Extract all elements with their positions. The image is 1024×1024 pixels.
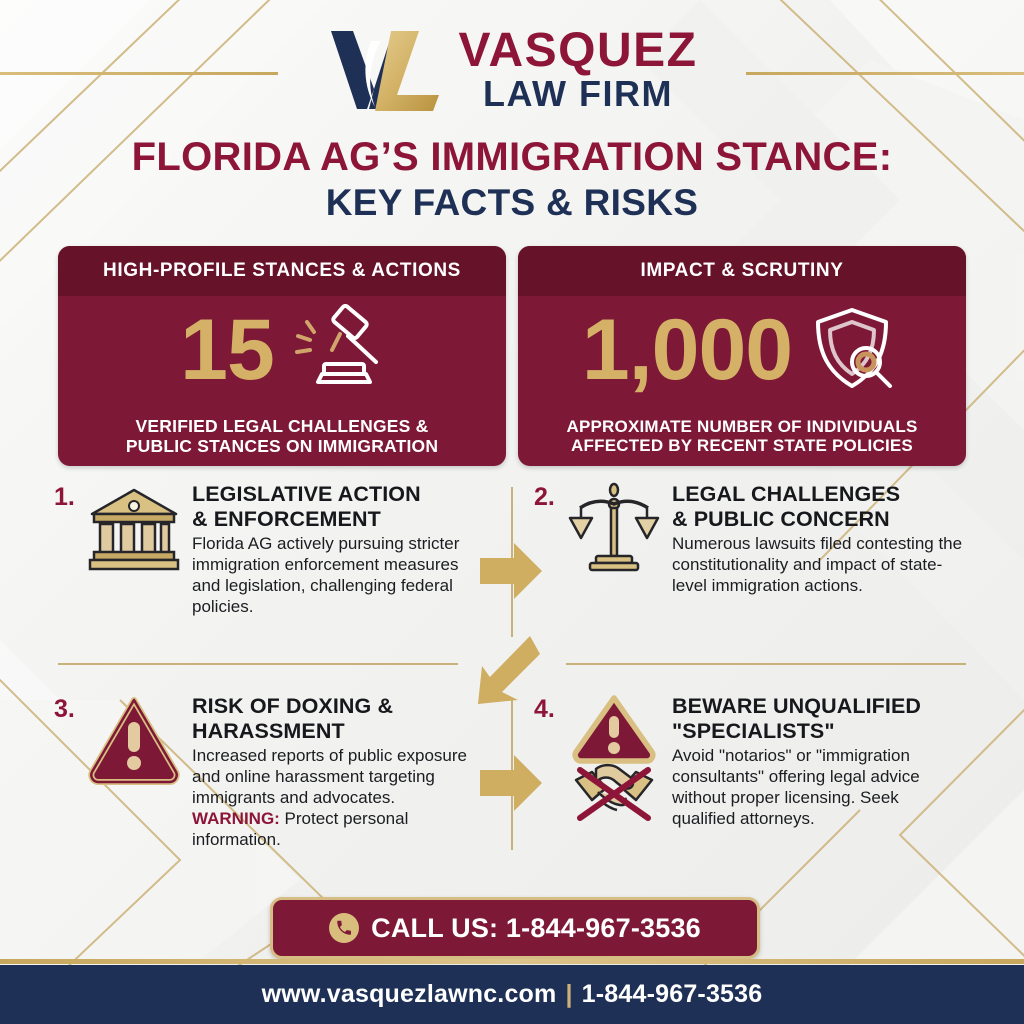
headline-line-1: FLORIDA AG’S IMMIGRATION STANCE:: [131, 135, 893, 179]
stat-card-impact: [518, 246, 966, 466]
item-title-line-1: LEGAL CHALLENGES: [672, 482, 901, 506]
call-us-label: CALL US: 1-844-967-3536: [371, 912, 701, 943]
stat-card-body: [518, 296, 966, 404]
stat-cards: [58, 246, 966, 466]
item-title-line-1: BEWARE UNQUALIFIED: [672, 694, 922, 718]
item-title: [672, 694, 964, 743]
gavel-icon: [288, 304, 384, 396]
key-point-2: [534, 482, 964, 597]
headline-line-2: KEY FACTS & RISKS: [325, 182, 699, 224]
brand-logo: [0, 22, 1024, 118]
item-title-line-1: LEGISLATIVE ACTION: [192, 482, 421, 506]
key-point-4: [534, 694, 964, 830]
key-points-grid: [50, 482, 974, 882]
logo-line-1: VASQUEZ: [458, 24, 698, 78]
stat-caption-line-1: VERIFIED LEGAL CHALLENGES &: [135, 415, 429, 436]
item-description: Numerous lawsuits filed contesting the constitutionality and impact of state-level immigration actions.: [672, 534, 963, 595]
stat-value: 15: [180, 302, 274, 398]
footer-top-rule: [0, 959, 1024, 964]
item-number: 1.: [54, 483, 75, 511]
shield-magnifier-icon: [806, 304, 902, 396]
item-description-before: Increased reports of public exposure and online harassment targeting immigrants and advocates.: [192, 746, 467, 807]
key-point-1: [54, 482, 484, 618]
logo-line-2: LAW FIRM: [483, 73, 673, 115]
page-title: [0, 136, 1024, 224]
item-title-line-2: & PUBLIC CONCERN: [672, 506, 890, 531]
item-description: Avoid "notarios" or "immigration consultants" offering legal advice without proper licensing. Seek qualified attorneys.: [672, 746, 920, 828]
item-title-line-2: "SPECIALISTS": [672, 718, 835, 743]
courthouse-icon: [88, 482, 180, 618]
item-title: [192, 482, 484, 531]
footer-phone[interactable]: 1-844-967-3536: [581, 980, 763, 1008]
footer-website[interactable]: www.vasquezlawnc.com: [261, 980, 557, 1008]
no-handshake-warning-icon: [568, 694, 660, 830]
item-number: 4.: [534, 695, 555, 723]
item-description-after: Protect personal information.: [192, 808, 409, 849]
vl-monogram-icon: [327, 27, 445, 113]
item-title: [672, 482, 964, 531]
stat-caption-line-2: AFFECTED BY RECENT STATE POLICIES: [571, 436, 913, 456]
stat-card-header: [518, 246, 966, 296]
item-number: 3.: [54, 695, 75, 723]
key-point-3: [54, 694, 484, 851]
footer-bar: [0, 965, 1024, 1024]
item-description: Florida AG actively pursuing stricter immigration enforcement measures and legislation, challenging federal policies.: [192, 534, 460, 616]
item-title-line-2: HARASSMENT: [192, 718, 345, 743]
stat-card-body: [58, 296, 506, 404]
item-title-line-1: RISK OF DOXING &: [192, 694, 394, 718]
item-title: [192, 694, 484, 743]
stat-caption: [68, 416, 496, 456]
stat-caption-line-1: APPROXIMATE NUMBER OF INDIVIDUALS: [566, 416, 918, 436]
footer-separator: |: [565, 980, 573, 1008]
phone-icon: [329, 913, 359, 943]
stat-caption-line-2: PUBLIC STANCES ON IMMIGRATION: [125, 435, 439, 456]
item-warning-label: WARNING:: [192, 808, 280, 828]
stat-header-label: HIGH-PROFILE STANCES & ACTIONS: [103, 260, 461, 281]
scales-of-justice-icon: [568, 482, 660, 597]
stat-card-stances: [58, 246, 506, 466]
item-title-line-2: & ENFORCEMENT: [192, 506, 381, 531]
stat-card-header: [58, 246, 506, 296]
stat-header-label: IMPACT & SCRUTINY: [640, 260, 844, 281]
stat-caption: [528, 417, 956, 456]
stat-value: 1,000: [581, 302, 793, 398]
item-description: [192, 746, 484, 851]
warning-triangle-icon: [88, 694, 180, 851]
call-us-button[interactable]: [270, 897, 760, 959]
item-number: 2.: [534, 483, 555, 511]
